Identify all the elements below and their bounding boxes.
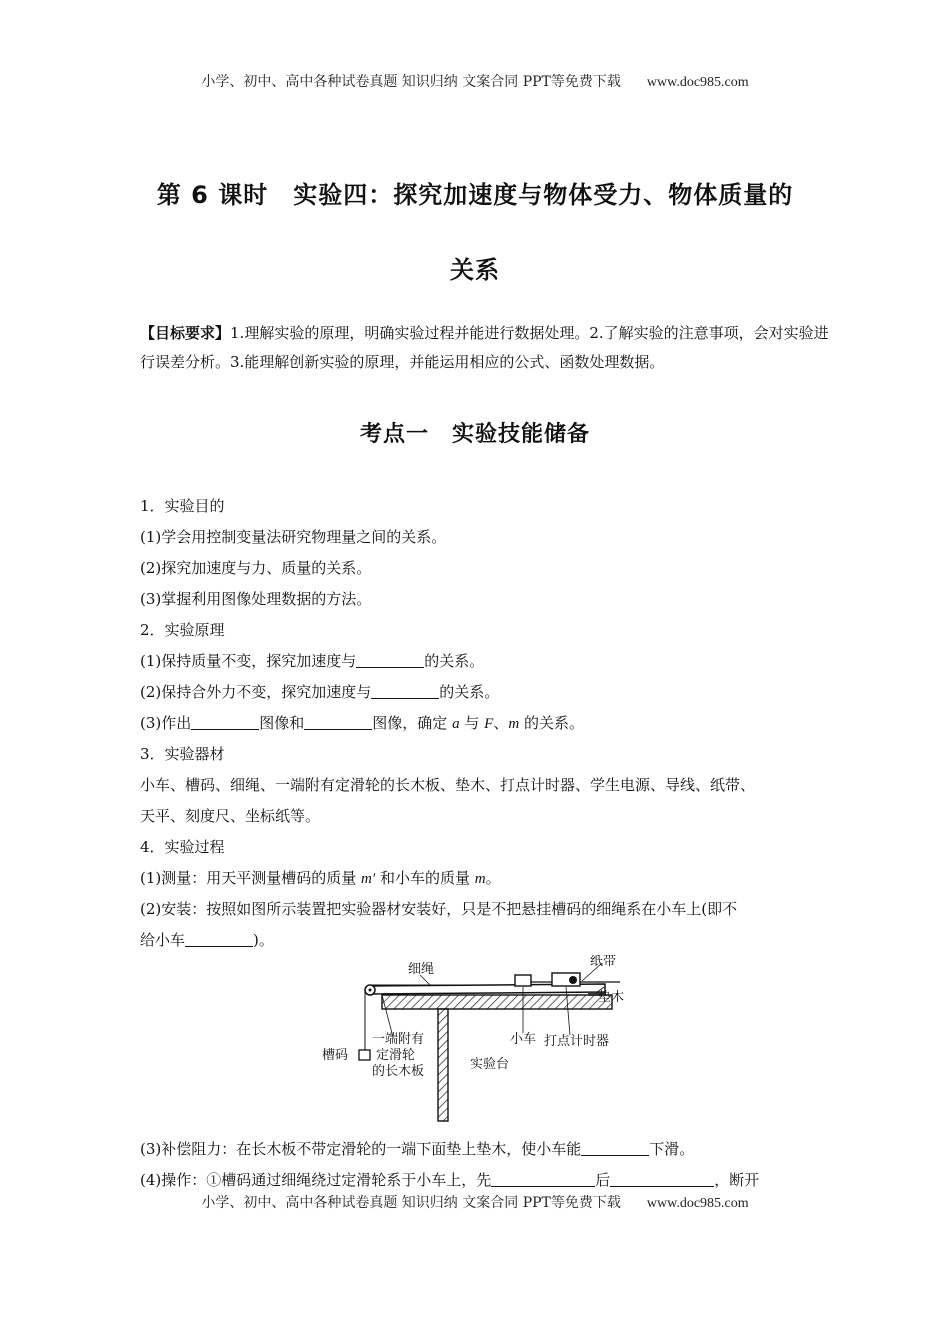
s3-line-1: 小车、槽码、细绳、一端附有定滑轮的长木板、垫木、打点计时器、学生电源、导线、纸带、	[140, 776, 756, 794]
blank	[356, 650, 424, 668]
table-leg	[438, 1009, 448, 1121]
footer-site: www.doc985.com	[646, 1196, 749, 1211]
title-line-1: 第 6 课时 实验四：探究加速度与物体受力、物体质量的	[156, 181, 794, 209]
label-cart: 小车	[510, 1032, 537, 1047]
s1-item-3: (3)掌握利用图像处理数据的方法。	[140, 590, 372, 608]
page-header-top	[0, 71, 950, 91]
s1-item-1: (1)学会用控制变量法研究物理量之间的关系。	[140, 528, 447, 546]
title-line-2: 关系	[450, 256, 500, 284]
label-board-1: 一端附有	[372, 1032, 425, 1047]
section-title: 考点一 实验技能储备	[359, 422, 590, 447]
s4-friction: (3)补偿阻力：在长木板不带定滑轮的一端下面垫上垫木，使小车能 下滑。	[140, 1140, 695, 1158]
s2-item-3: (3)作出 图像和 图像，确定 a 与 F、m 的关系。	[140, 714, 584, 732]
body-text-2	[140, 1134, 820, 1196]
label-block: 垫木	[598, 990, 625, 1005]
label-board-2: 定滑轮	[376, 1048, 416, 1063]
header-text: 小学、初中、高中各种试卷真题 知识归纳 文案合同 PPT等免费下载	[201, 74, 621, 90]
blank	[191, 712, 259, 730]
blank	[610, 1169, 714, 1187]
s4-install-1: (2)安装：按照如图所示装置把实验器材安装好，只是不把悬挂槽码的细绳系在小车上(即不	[140, 900, 738, 918]
s1-heading: 1．实验目的	[140, 497, 225, 515]
blank	[185, 929, 253, 947]
apparatus-diagram	[320, 955, 640, 1125]
s2-item-1: (1)保持质量不变，探究加速度与 的关系。	[140, 652, 485, 670]
body-text	[140, 491, 820, 956]
s3-line-2: 天平、刻度尺、坐标纸等。	[140, 807, 321, 825]
s3-heading: 3．实验器材	[140, 745, 225, 763]
label-timer: 打点计时器	[544, 1034, 610, 1049]
label-tape: 纸带	[590, 955, 617, 969]
s1-item-2: (2)探究加速度与力、质量的关系。	[140, 559, 372, 577]
table-top	[382, 995, 612, 1009]
header-site: www.doc985.com	[646, 75, 749, 90]
label-weight: 槽码	[322, 1048, 349, 1063]
page-footer	[0, 1192, 950, 1212]
goal-text: 1.理解实验的原理，明确实验过程并能进行数据处理。2.了解实验的注意事项，会对实验进行误差分析。3.能理解创新实验的原理，并能运用相应的公式、函数处理数据。	[140, 324, 829, 371]
blank	[491, 1169, 595, 1187]
footer-text: 小学、初中、高中各种试卷真题 知识归纳 文案合同 PPT等免费下载	[201, 1195, 621, 1211]
blank	[581, 1138, 649, 1156]
s4-measure: (1)测量：用天平测量槽码的质量 m′ 和小车的质量 m。	[140, 869, 501, 887]
cart	[515, 975, 531, 986]
blank	[304, 712, 372, 730]
goal-block	[140, 319, 830, 377]
s2-heading: 2．实验原理	[140, 621, 225, 639]
goal-tag: 【目标要求】	[140, 324, 231, 342]
label-board-3: 的长木板	[372, 1064, 425, 1079]
s4-heading: 4．实验过程	[140, 838, 225, 856]
weight	[359, 1050, 370, 1060]
label-rope: 细绳	[408, 962, 435, 977]
label-table: 实验台	[470, 1057, 510, 1072]
s2-item-2: (2)保持合外力不变，探究加速度与 的关系。	[140, 683, 500, 701]
blank	[371, 681, 439, 699]
s4-operate: (4)操作：①槽码通过细绳绕过定滑轮系于小车上，先 后 ，断开	[140, 1171, 760, 1189]
s4-install-2: 给小车 )。	[140, 931, 274, 949]
